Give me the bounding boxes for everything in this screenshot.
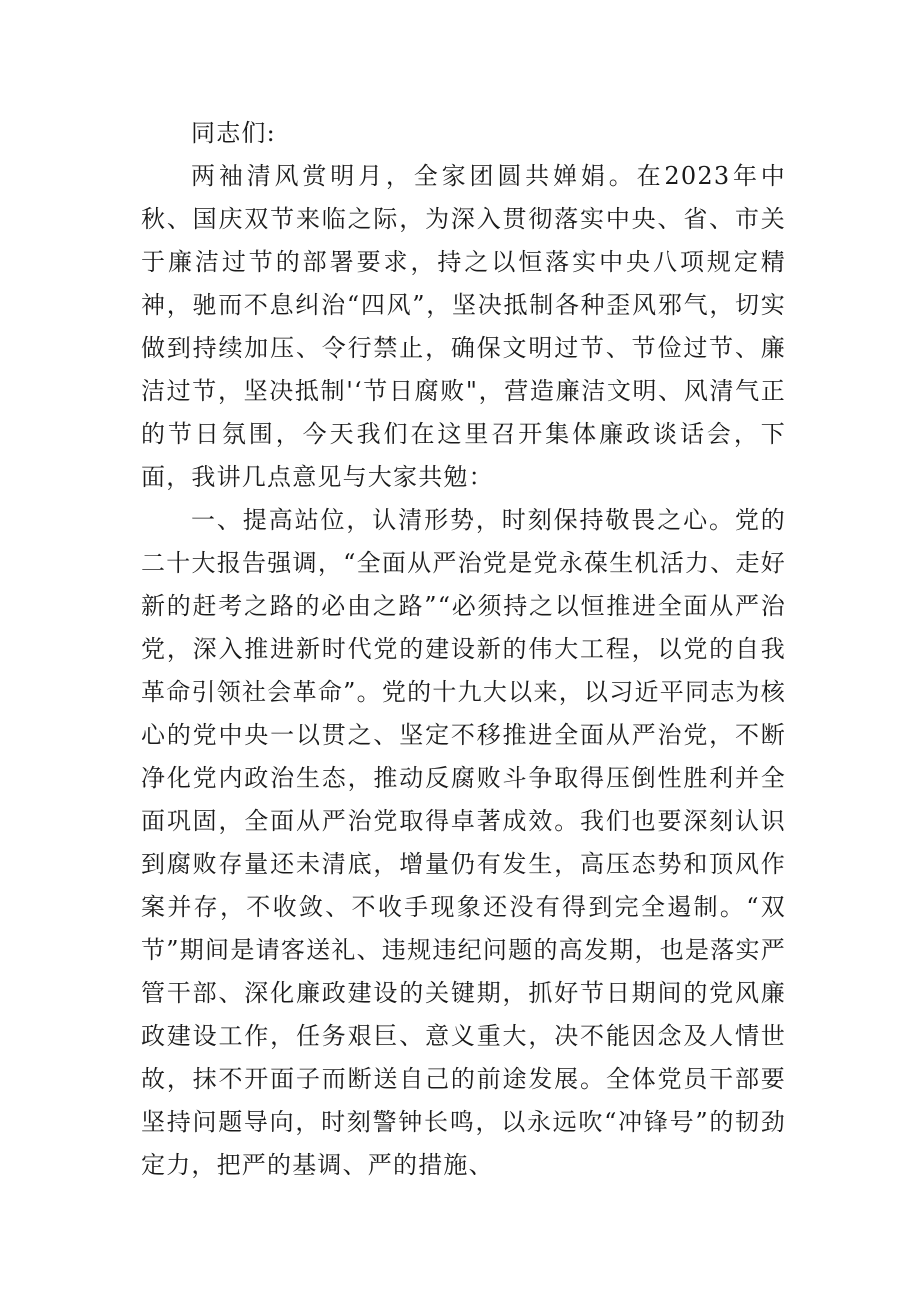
paragraph-section-one: 一、提高站位，认清形势，时刻保持敬畏之心。党的二十大报告强调，“全面从严治党是党永葆生机活力、走好新的赶考之路的必由之路”“必须持之以恒推进全面从严治党，深入推进新时代党的建设新的伟大工程，以党的自我革命引领社会革命”。党的十九大以来，以习近平同志为核心的党中央一以贯之、坚定不移推进全面从严治党，不断净化党内政治生态，推动反腐败斗争取得压倒性胜利并全面巩固，全面从严治党取得卓著成效。我们也要深刻认识到腐败存量还未清底，增量仍有发生，高压态势和顶风作案并存，不收敛、不收手现象还没有得到完全遏制。“双节”期间是请客送礼、违规违纪问题的高发期，也是落实严管干部、深化廉政建设的关键期，抓好节日期间的党风廉政建设工作，任务艰巨、意义重大，决不能因念及人情世故，抹不开面子而断送自己的前途发展。全体党员干部要坚持问题导向，时刻警钟长鸣，以永远吹“冲锋号”的韧劲定力，把严的基调、严的措施、 bbox=[141, 506, 786, 1179]
salutation: 同志们: bbox=[191, 119, 276, 147]
document-body bbox=[141, 112, 786, 1187]
paragraph-intro: 两袖清风赏明月，全家团圆共婵娟。在2023年中秋、国庆双节来临之际，为深入贯彻落实中央、省、市关于廉洁过节的部署要求，持之以恒落实中央八项规定精神，驰而不息纠治“四风”，坚决抵制各种歪风邪气，切实做到持续加压、令行禁止，确保文明过节、节俭过节、廉洁过节，坚决抵制'‘节日腐败"，营造廉洁文明、风清气正的节日氛围，今天我们在这里召开集体廉政谈话会，下面，我讲几点意见与大家共勉： bbox=[141, 162, 786, 491]
